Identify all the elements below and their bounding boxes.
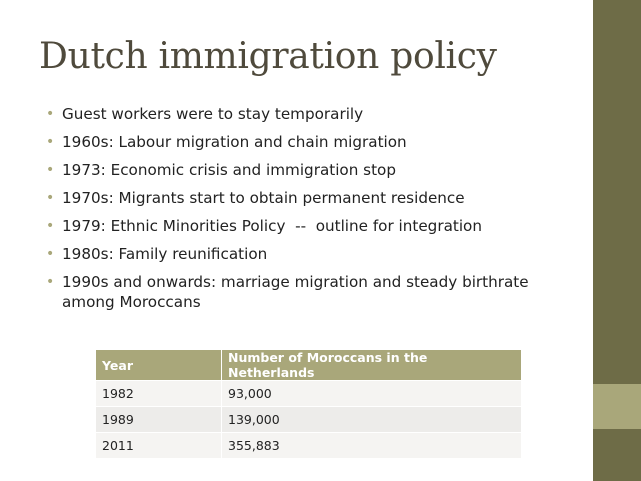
bullet-icon: • [46, 246, 55, 262]
side-band-accent [593, 384, 641, 429]
table-cell-count: 139,000 [222, 407, 522, 433]
bullet-icon: • [46, 134, 55, 150]
table-row [96, 433, 522, 459]
bullet-text: 1980s: Family reunification [62, 245, 268, 263]
bullet-item [44, 132, 584, 152]
moroccans-table [96, 350, 522, 458]
table-cell-count: 93,000 [222, 381, 522, 407]
bullet-text: Guest workers were to stay temporarily [62, 105, 364, 123]
bullet-text: 1970s: Migrants start to obtain permanent residence [62, 189, 465, 207]
bullet-icon: • [46, 274, 55, 290]
table-header-row [96, 350, 522, 381]
bullet-icon: • [46, 218, 55, 234]
table-header-count: Number of Moroccans in the Netherlands [222, 350, 522, 381]
bullet-item [44, 244, 584, 264]
bullet-item [44, 188, 584, 208]
side-band-top [593, 0, 641, 384]
table-cell-count: 355,883 [222, 433, 522, 459]
bullet-item [44, 272, 584, 312]
bullet-text: 1960s: Labour migration and chain migration [62, 133, 407, 151]
slide-title: Dutch immigration policy [39, 36, 497, 77]
bullet-icon: • [46, 190, 55, 206]
bullet-text: 1973: Economic crisis and immigration stop [62, 161, 396, 179]
bullet-icon: • [46, 106, 55, 122]
table-cell-year: 1982 [96, 381, 222, 407]
table-header-year: Year [96, 350, 222, 381]
bullet-icon: • [46, 162, 55, 178]
table-cell-year: 2011 [96, 433, 222, 459]
bullet-list [44, 104, 584, 320]
bullet-item [44, 160, 584, 180]
bullet-text: 1990s and onwards: marriage migration and steady birthrate among Moroccans [62, 273, 529, 311]
table-row [96, 407, 522, 433]
bullet-item [44, 216, 584, 236]
bullet-item [44, 104, 584, 124]
side-band-bottom [593, 429, 641, 481]
table-row [96, 381, 522, 407]
bullet-text: 1979: Ethnic Minorities Policy -- outline for integration [62, 217, 482, 235]
table-cell-year: 1989 [96, 407, 222, 433]
